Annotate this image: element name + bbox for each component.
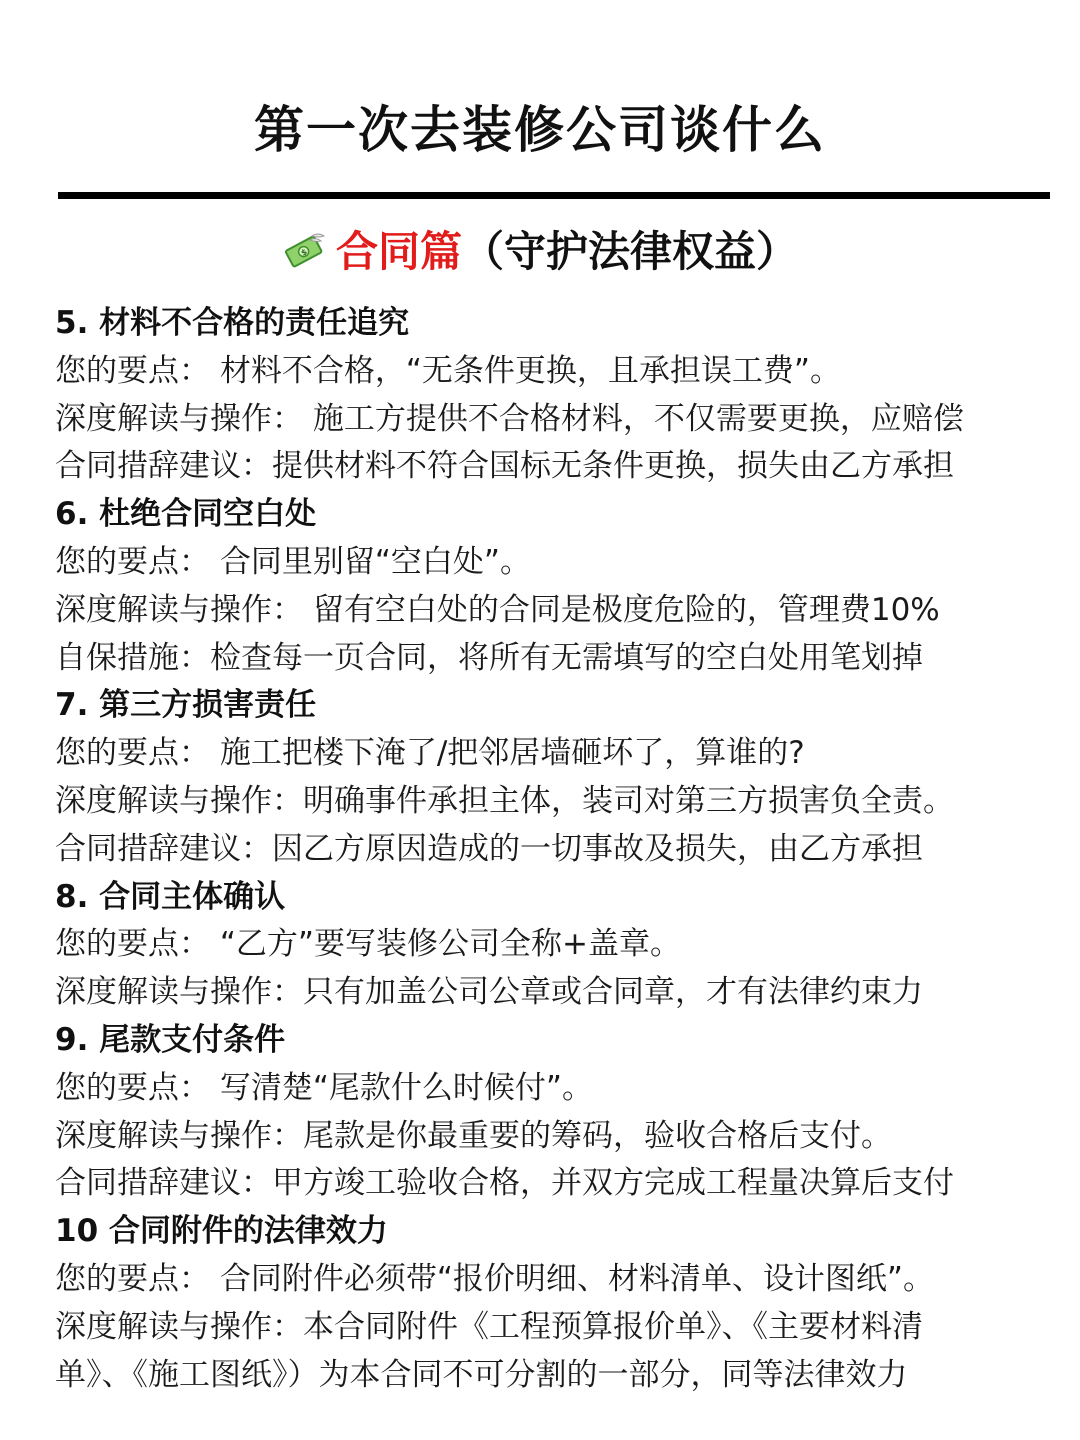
body-line: 您的要点： “乙方”要写装修公司全称+盖章。 xyxy=(55,926,681,963)
body-line: 深度解读与操作： 留有空白处的合同是极度危险的，管理费10% xyxy=(55,591,940,628)
money-with-wings-icon xyxy=(282,226,328,266)
body-line: 合同措辞建议：甲方竣工验收合格，并双方完成工程量决算后支付 xyxy=(55,1165,954,1202)
section-heading: 6. 杜绝合同空白处 xyxy=(55,496,317,533)
body-line: 您的要点： 材料不合格，“无条件更换，且承担误工费”。 xyxy=(55,352,841,389)
section-heading: 10 合同附件的法律效力 xyxy=(55,1213,388,1250)
svg-text:$: $ xyxy=(299,247,309,258)
section-heading: 9. 尾款支付条件 xyxy=(55,1021,286,1058)
body-line: 深度解读与操作：尾款是你最重要的筹码，验收合格后支付。 xyxy=(55,1117,892,1154)
body-line: 深度解读与操作：只有加盖公司公章或合同章，才有法律约束力 xyxy=(55,974,923,1011)
section-heading: 5. 材料不合格的责任追究 xyxy=(55,305,410,341)
body-line: 您的要点： 施工把楼下淹了/把邻居墙砸坏了，算谁的? xyxy=(55,735,805,772)
body-line: 您的要点： 合同附件必须带“报价明细、材料清单、设计图纸”。 xyxy=(55,1260,934,1297)
section-heading: 8. 合同主体确认 xyxy=(55,878,286,915)
subtitle-red-text: 合同篇 xyxy=(335,227,462,276)
body-line: 深度解读与操作：本合同附件《工程预算报价单》、《主要材料清 xyxy=(55,1308,923,1345)
section-subtitle xyxy=(0,222,1080,282)
body-line: 深度解读与操作： 施工方提供不合格材料，不仅需要更换，应赔偿 xyxy=(55,400,964,437)
title-divider xyxy=(58,192,1050,199)
body-line: 合同措辞建议：提供材料不符合国标无条件更换，损失由乙方承担 xyxy=(55,448,954,485)
body-line: 您的要点： 写清楚“尾款什么时候付”。 xyxy=(55,1069,593,1106)
body-line: 深度解读与操作：明确事件承担主体，装司对第三方损害负全责。 xyxy=(55,782,954,819)
body-line: 合同措辞建议：因乙方原因造成的一切事故及损失，由乙方承担 xyxy=(55,830,923,867)
content-list xyxy=(55,300,1045,1399)
section-heading: 7. 第三方损害责任 xyxy=(55,687,317,724)
body-line: 自保措施：检查每一页合同，将所有无需填写的空白处用笔划掉 xyxy=(55,639,923,676)
body-line: 单》、《施工图纸》）为本合同不可分割的一部分，同等法律效力 xyxy=(55,1356,908,1393)
subtitle-black-text: （守护法律权益） xyxy=(462,227,799,276)
body-line: 您的要点： 合同里别留“空白处”。 xyxy=(55,543,531,580)
page-title: 第一次去装修公司谈什么 xyxy=(254,101,826,159)
